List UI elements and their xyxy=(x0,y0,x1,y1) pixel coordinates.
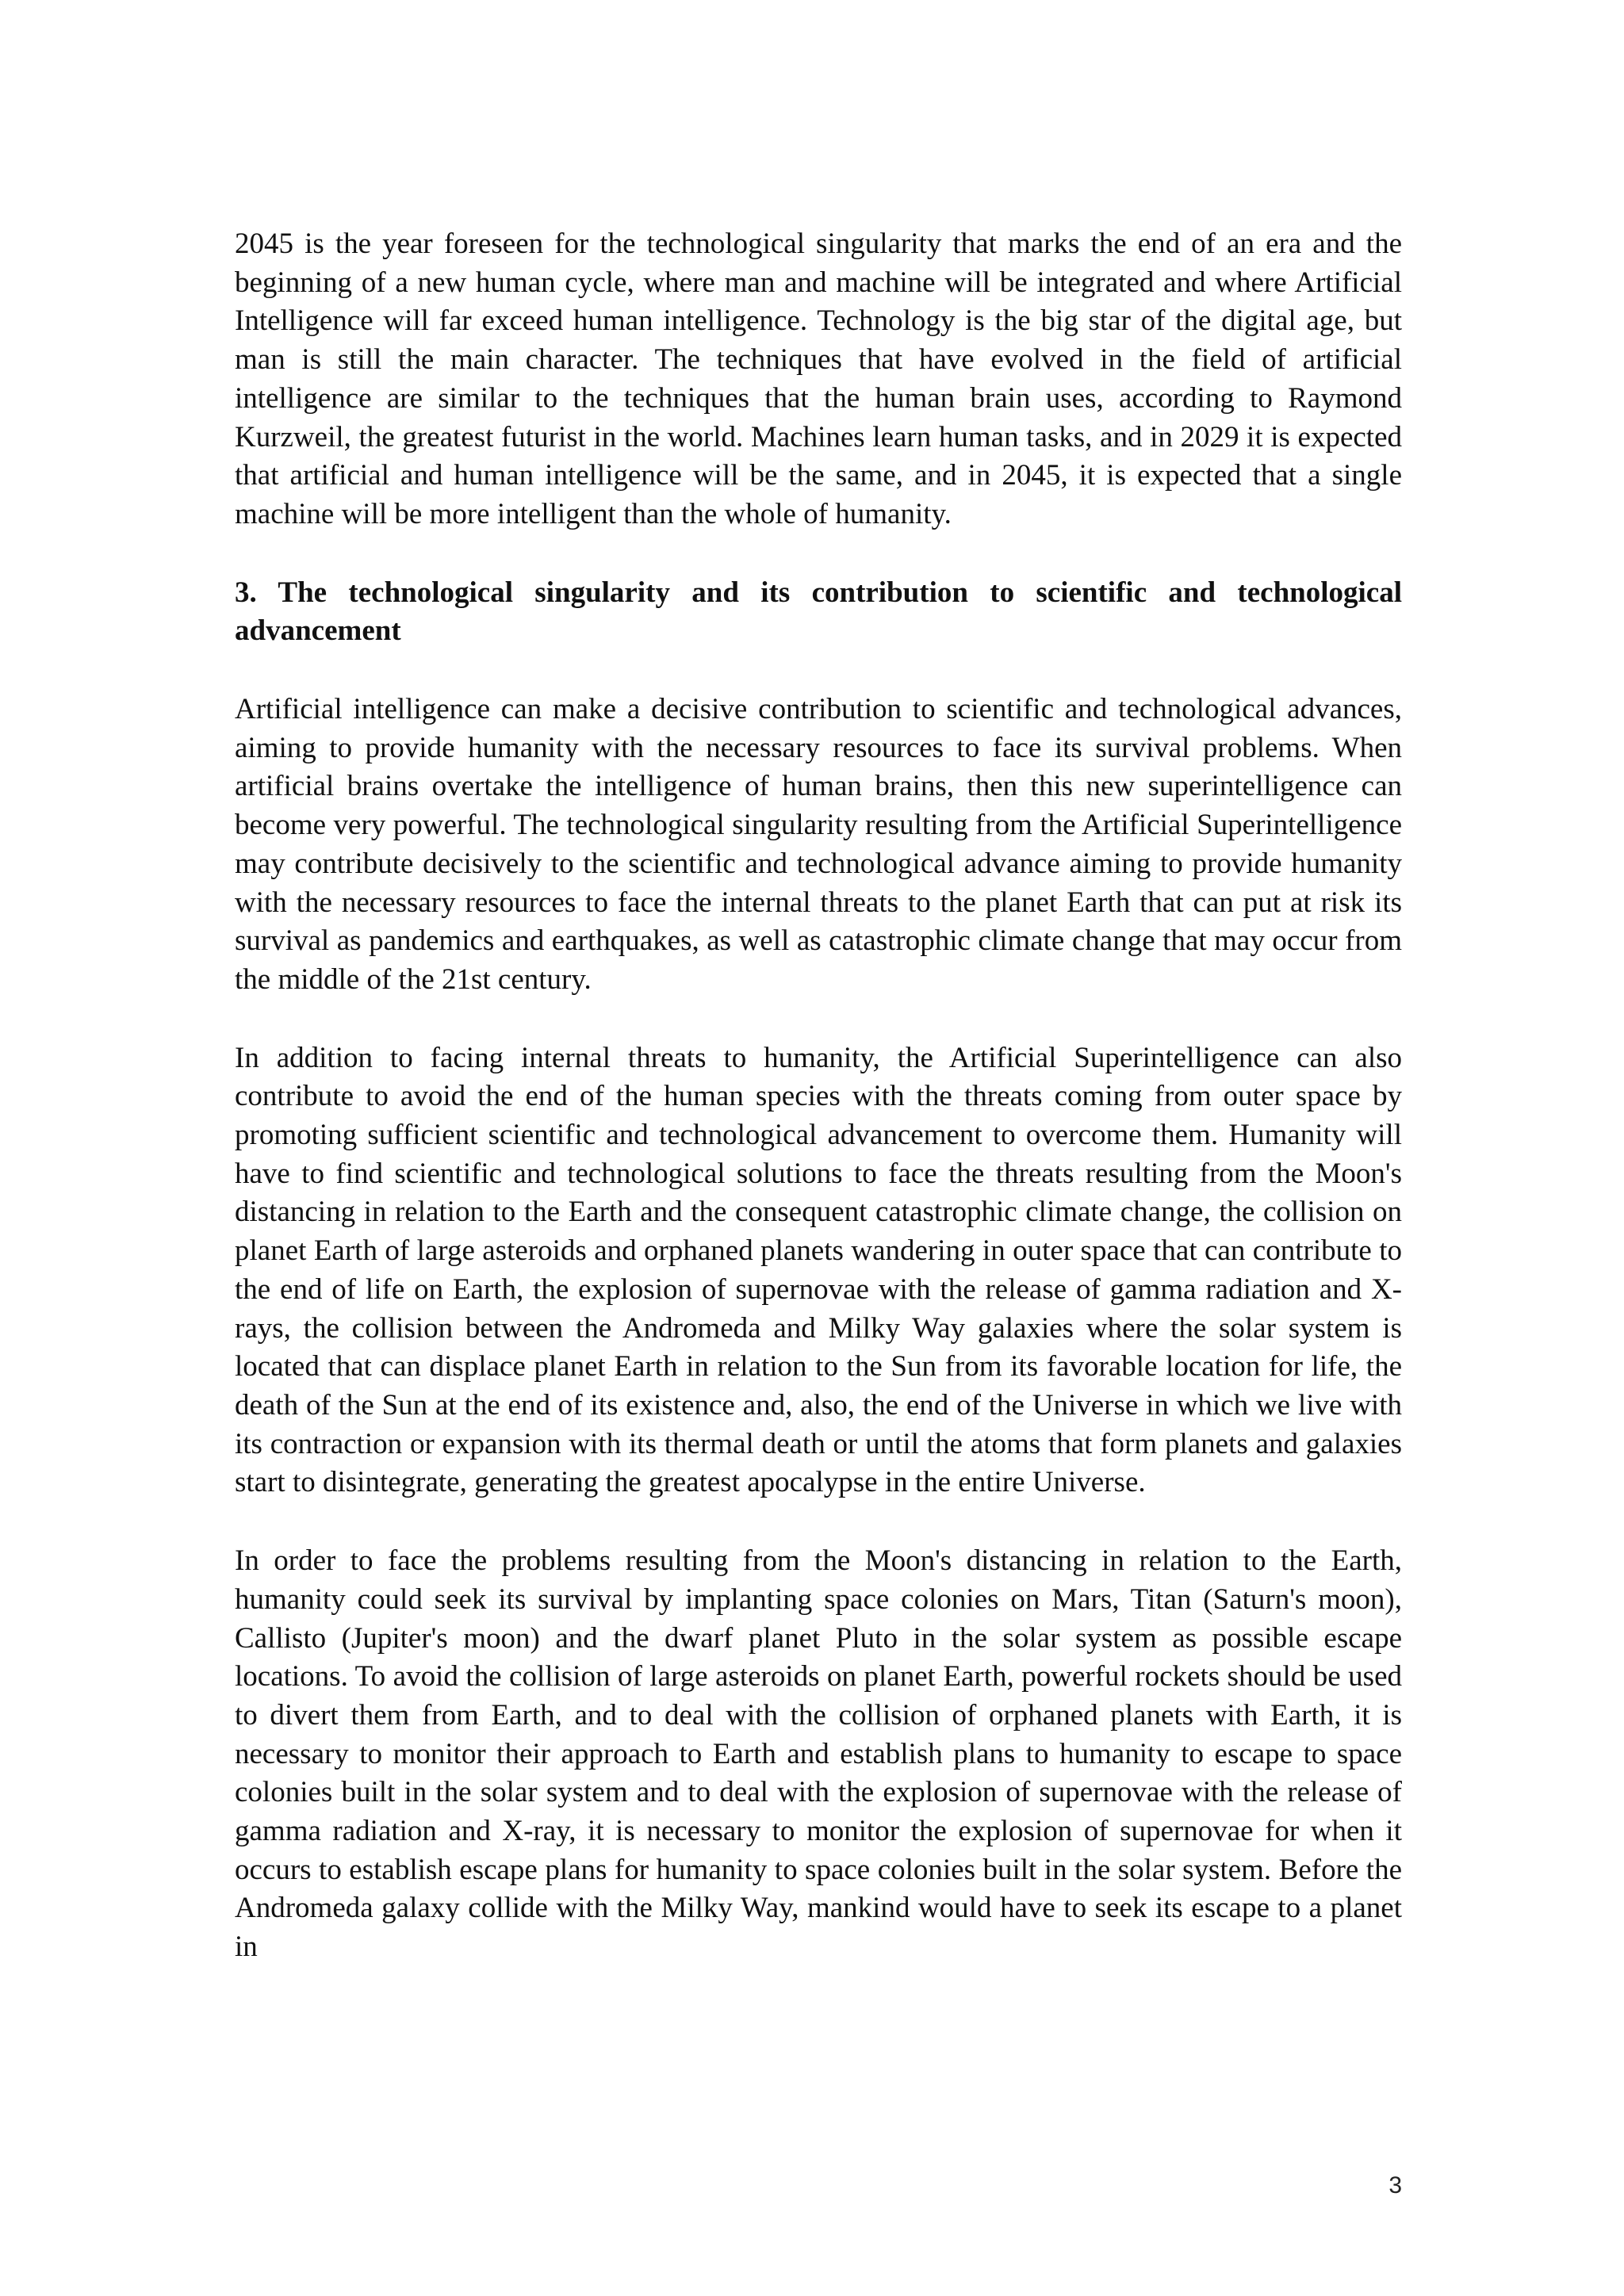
section-heading: 3. The technological singularity and its contribution to scientific and technological advancement xyxy=(235,576,1402,648)
page-number: 3 xyxy=(1388,2172,1402,2198)
page-body xyxy=(235,225,1402,1967)
spacer xyxy=(235,1502,1402,1542)
paragraph-escape-plans: In order to face the problems resulting from the Moon's distancing in relation to the Earth, humanity could seek its survival by implanting space colonies on Mars, Titan (Saturn's moon), Callisto (Jupiter's moon) and the dwarf planet Pluto in the solar system as possible escape locations. To avoid the collision of large asteroids on planet Earth, powerful rockets should be used to divert them from Earth, and to deal with the collision of orphaned planets with Earth, it is necessary to monitor their approach to Earth and establish plans to humanity to escape to space colonies built in the solar system and to deal with the explosion of supernovae with the release of gamma radiation and X-ray, it is necessary to monitor the explosion of supernovae for when it occurs to establish escape plans for humanity to space colonies built in the solar system. Before the Andromeda galaxy collide with the Milky Way, mankind would have to seek its escape to a planet in xyxy=(235,1544,1402,1964)
spacer xyxy=(235,1000,1402,1039)
spacer xyxy=(235,534,1402,574)
spacer xyxy=(235,651,1402,691)
paragraph-ai-contribution: Artificial intelligence can make a decisive contribution to scientific and technological advances, aiming to provide humanity with the necessary resources to face its survival problems. When artificial brains overtake the intelligence of human brains, then this new superintelligence can become very powerful. The technological singularity resulting from the Artificial Superintelligence may contribute decisively to the scientific and technological advance aiming to provide humanity with the necessary resources to face the internal threats to the planet Earth that can put at risk its survival as pandemics and earthquakes, as well as catastrophic climate change that may occur from the middle of the 21st century. xyxy=(235,693,1402,996)
paragraph-outer-space-threats: In addition to facing internal threats to humanity, the Artificial Superintelligence can also contribute to avoid the end of the human species with the threats coming from outer space by promoting sufficient scientific and technological advancement to overcome them. Humanity will have to find scientific and technological solutions to face the threats resulting from the Moon's distancing in relation to the Earth and the consequent catastrophic climate change, the collision on planet Earth of large asteroids and orphaned planets wandering in outer space that can contribute to the end of life on Earth, the explosion of supernovae with the release of gamma radiation and X-rays, the collision between the Andromeda and Milky Way galaxies where the solar system is located that can displace planet Earth in relation to the Sun from its favorable location for life, the death of the Sun at the end of its existence and, also, the end of the Universe in which we live with its contraction or expansion with its thermal death or until the atoms that form planets and galaxies start to disintegrate, generating the greatest apocalypse in the entire Universe. xyxy=(235,1041,1402,1499)
intro-paragraph: 2045 is the year foreseen for the technological singularity that marks the end of an era and the beginning of a new human cycle, where man and machine will be integrated and where Artificial Intelligence will far exceed human intelligence. Technology is the big star of the digital age, but man is still the main character. The techniques that have evolved in the field of artificial intelligence are similar to the techniques that the human brain uses, according to Raymond Kurzweil, the greatest futurist in the world. Machines learn human tasks, and in 2029 it is expected that artificial and human intelligence will be the same, and in 2045, it is expected that a single machine will be more intelligent than the whole of humanity. xyxy=(235,228,1402,530)
